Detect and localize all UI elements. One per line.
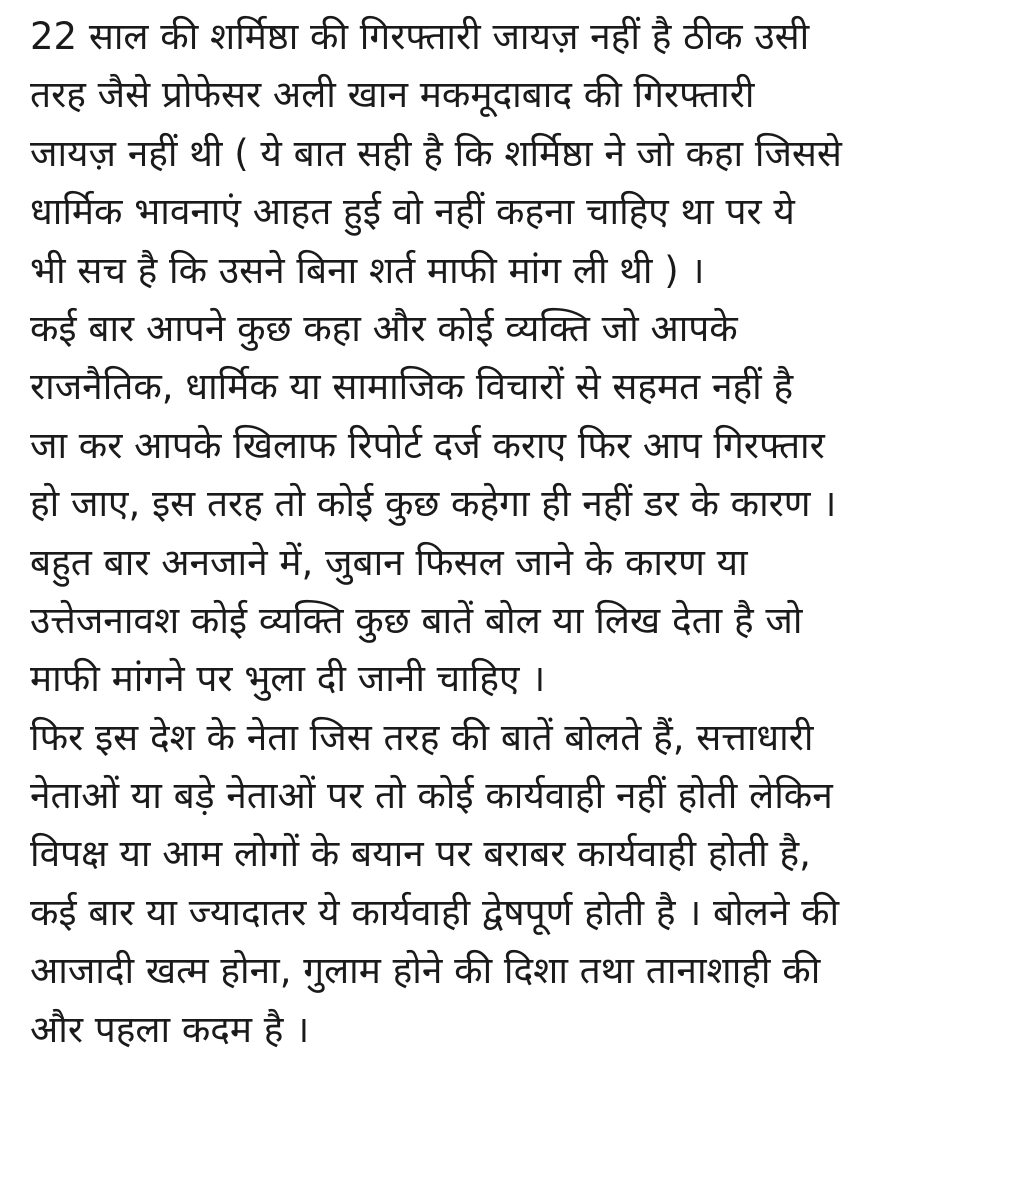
text-line: और पहला कदम है । [30,1007,310,1051]
text-line: जायज़ नहीं थी ( ये बात सही है कि शर्मिष्ठा ने जो कहा जिससे [30,131,842,175]
document-text [30,8,1016,1192]
text-line: माफी मांगने पर भुला दी जानी चाहिए । [30,657,546,701]
text-line: भी सच है कि उसने बिना शर्त माफी मांग ली थी ) । [30,248,705,292]
text-line: तरह जैसे प्रोफेसर अली खान मकमूदाबाद की गिरफ्तारी [30,73,755,117]
text-line: कई बार आपने कुछ कहा और कोई व्यक्ति जो आपके [30,306,738,350]
text-line: 22 साल की शर्मिष्ठा की गिरफ्तारी जायज़ नहीं है ठीक उसी [30,15,810,58]
text-line: राजनैतिक, धार्मिक या सामाजिक विचारों से सहमत नहीं है [30,365,794,409]
text-line: धार्मिक भावनाएं आहत हुई वो नहीं कहना चाहिए था पर ये [30,190,795,234]
text-line: आजादी खत्म होना, गुलाम होने की दिशा तथा तानाशाही की [30,949,821,993]
text-line: फिर इस देश के नेता जिस तरह की बातें बोलते हैं, सत्ताधारी [30,715,814,759]
text-line: विपक्ष या आम लोगों के बयान पर बराबर कार्यवाही होती है, [30,832,811,876]
text-line: जा कर आपके खिलाफ रिपोर्ट दर्ज कराए फिर आप गिरफ्तार [30,423,825,467]
text-line: हो जाए, इस तरह तो कोई कुछ कहेगा ही नहीं डर के कारण । [30,482,837,526]
text-line: नेताओं या बड़े नेताओं पर तो कोई कार्यवाही नहीं होती लेकिन [30,774,833,818]
text-line: कई बार या ज्यादातर ये कार्यवाही द्वेषपूर्ण होती है । बोलने की [30,890,840,934]
text-line: बहुत बार अनजाने में, जुबान फिसल जाने के कारण या [30,540,748,584]
text-line: उत्तेजनावश कोई व्यक्ति कुछ बातें बोल या लिख देता है जो [30,598,803,642]
